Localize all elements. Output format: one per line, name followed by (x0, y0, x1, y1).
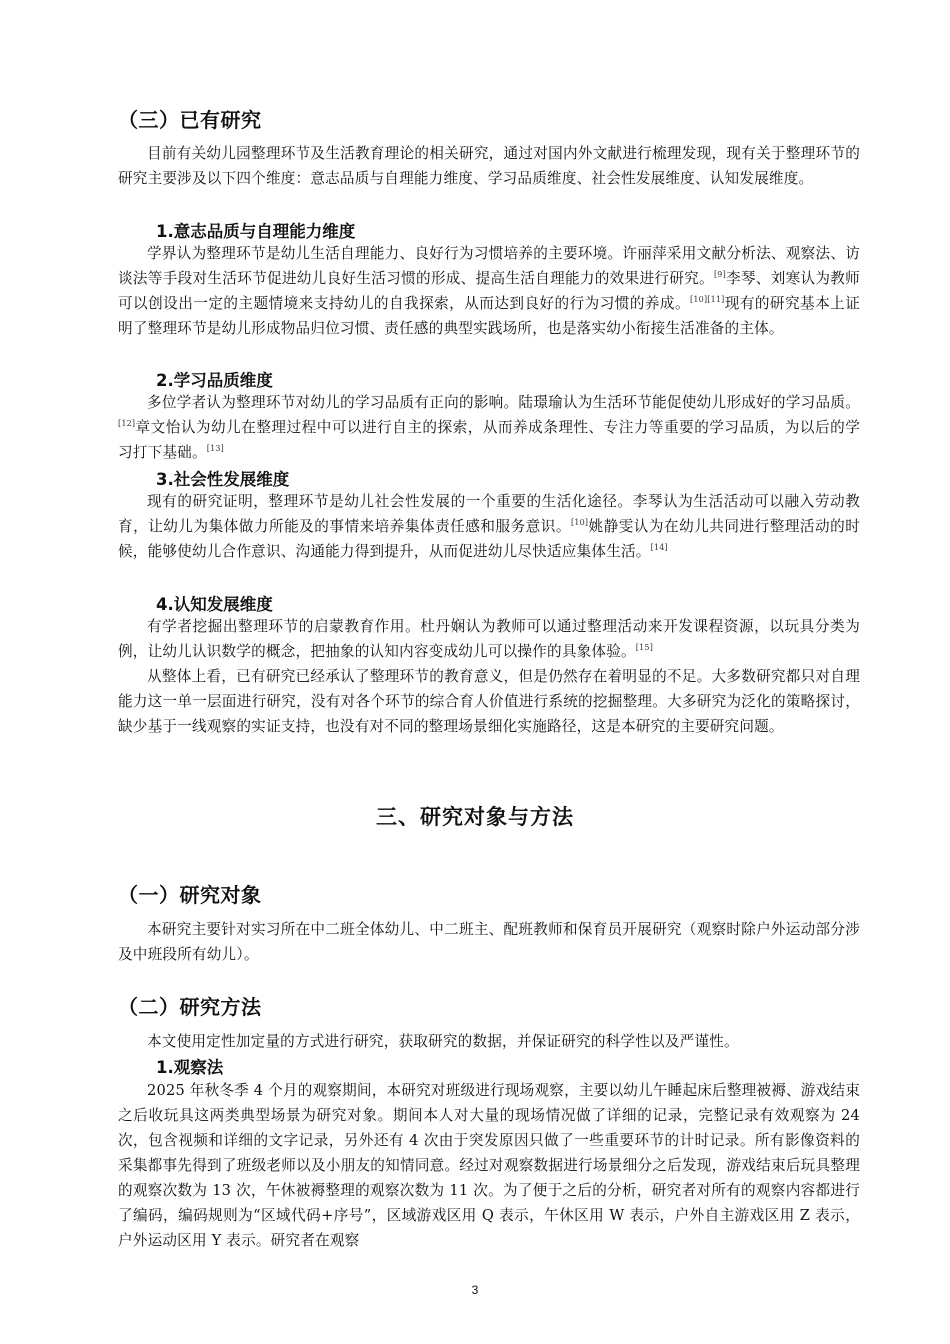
subheading-cognitive-development: 4.认知发展维度 (156, 595, 273, 614)
paragraph-summary: 从整体上看，已有研究已经承认了整理环节的教育意义，但是仍然存在着明显的不足。大多数研究都只对自理能力这一单一层面进行研究，没有对各个环节的综合育人价值进行系统的挖掘整理。大多研究为泛化的策略探讨，缺少基于一线观察的实证支持，也没有对不同的整理场景细化实施路径，这是本研究的主要研究问题。 (118, 668, 860, 735)
section-heading-research-objects: （一）研究对象 (118, 883, 262, 907)
section-heading-research-methods: （二）研究方法 (118, 995, 262, 1019)
paragraph-will-self-care: 学界认为整理环节是幼儿生活自理能力、良好行为习惯培养的主要环境。许丽萍采用文献分析法、观察法、访谈法等手段对生活环节促进幼儿良好生活习惯的形成、提高生活自理能力的效果进行研究。[9]李琴、刘寒认为教师可以创设出一定的主题情境来支持幼儿的自我探索，从而达到良好的行为习惯的养成。[10][11]现有的研究基本上证明了整理环节是幼儿形成物品归位习惯、责任感的典型实践场所，也是落实幼小衔接生活准备的主体。 (118, 245, 860, 337)
citation-ref: [15] (635, 643, 654, 652)
section-heading-existing-research: （三）已有研究 (118, 108, 262, 132)
citation-ref: [10][11] (690, 295, 725, 304)
paragraph-intro: 目前有关幼儿园整理环节及生活教育理论的相关研究，通过对国内外文献进行梳理发现，现有关于整理环节的研究主要涉及以下四个维度：意志品质与自理能力维度、学习品质维度、社会性发展维度、认知发展维度。 (118, 145, 860, 187)
citation-ref: [13] (206, 444, 224, 453)
citation-ref: [14] (650, 543, 668, 552)
subheading-social-development: 3.社会性发展维度 (156, 470, 290, 489)
paragraph-research-objects: 本研究主要针对实习所在中二班全体幼儿、中二班主、配班教师和保育员开展研究（观察时除户外运动部分涉及中班段所有幼儿）。 (118, 921, 860, 963)
subheading-learning-quality: 2.学习品质维度 (156, 371, 273, 390)
citation-ref: [10] (570, 518, 589, 527)
paragraph-learning-quality: 多位学者认为整理环节对幼儿的学习品质有正向的影响。陆璟瑜认为生活环节能促使幼儿形成好的学习品质。[12]章文怡认为幼儿在整理过程中可以进行自主的探索，从而养成条理性、专注力等重要的学习品质，为以后的学习打下基础。[13] (118, 394, 860, 461)
paragraph-methods-intro: 本文使用定性加定量的方式进行研究，获取研究的数据，并保证研究的科学性以及严谨性。 (147, 1033, 739, 1050)
citation-ref: [12] (118, 419, 136, 428)
citation-ref: [9] (713, 270, 726, 279)
paragraph-social-development: 现有的研究证明，整理环节是幼儿社会性发展的一个重要的生活化途径。李琴认为生活活动可以融入劳动教育，让幼儿为集体做力所能及的事情来培养集体责任感和服务意识。[10]姚静雯认为在幼儿共同进行整理活动的时候，能够使幼儿合作意识、沟通能力得到提升，从而促进幼儿尽快适应集体生活。[14] (118, 493, 860, 560)
subheading-observation: 1.观察法 (156, 1058, 224, 1077)
subheading-will-self-care: 1.意志品质与自理能力维度 (156, 222, 356, 241)
paragraph-observation: 2025 年秋冬季 4 个月的观察期间，本研究对班级进行现场观察，主要以幼儿午睡起床后整理被褥、游戏结束之后收玩具这两类典型场景为研究对象。期间本人对大量的现场情况做了详细的记录，完整记录有效观察为 24 次，包含视频和详细的文字记录，另外还有 4 次由于突发原因只做了一些重要环节的计时记录。所有影像资料的采集都事先得到了班级老师以及小朋友的知情同意。经过对观察数据进行场景细分之后发现，游戏结束后玩具整理的观察次数为 13 次，午休被褥整理的观察次数为 11 次。为了便于之后的分析，研究者对所有的观察内容都进行了编码，编码规则为“区域代码+序号”，区域游戏区用 Q 表示，午休区用 W 表示，户外自主游戏区用 Z 表示，户外运动区用 Y 表示。研究者在观察 (118, 1082, 860, 1249)
chapter-heading-research-objects-methods: 三、研究对象与方法 (376, 805, 574, 829)
page-number: 3 (471, 1283, 479, 1297)
paragraph-cognitive-development: 有学者挖掘出整理环节的启蒙教育作用。杜丹娴认为教师可以通过整理活动来开发课程资源，以玩具分类为例，让幼儿认识数学的概念，把抽象的认知内容变成幼儿可以操作的具象体验。[15] 从整体上看，已有研究已经承认了整理环节的教育意义，但是仍然存在着明显的不足。大多数研究都只对自理能力这一单一层面进行研究，没有对各个环节的综合育人价值进行系统的挖掘整理。大多研究为泛化的策略探讨，缺少基于一线观察的实证支持，也没有对不同的整理场景细化实施路径，这是本研究的主要研究问题。 (118, 614, 860, 739)
